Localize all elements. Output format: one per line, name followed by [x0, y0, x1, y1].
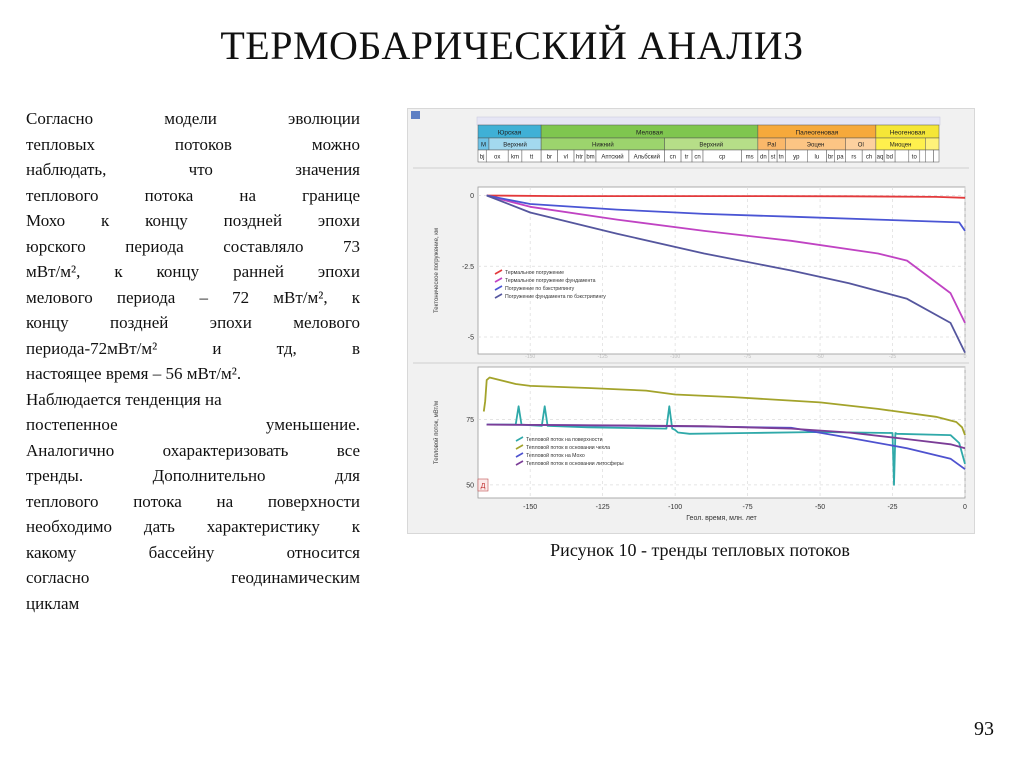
timescale-stage-label: km	[511, 154, 520, 161]
legend-entry: Тепловой поток на Мохо	[526, 453, 585, 459]
slide-title: ТЕРМОБАРИЧЕСКИЙ АНАЛИЗ	[220, 23, 804, 68]
body-line: юрского периода составляло 73	[26, 236, 360, 256]
timescale-epoch-label: Миоцен	[889, 142, 912, 149]
timescale-stage-label: aq	[876, 154, 884, 161]
x-tick-label: -50	[814, 504, 826, 511]
x-axis-label: Геол. время, млн. лет	[686, 515, 757, 522]
timescale-epoch-cell	[925, 138, 939, 150]
timescale-stage-label: st	[770, 154, 776, 161]
timescale-stage-cell	[925, 150, 933, 162]
timescale-stage-label: to	[911, 154, 917, 161]
legend-entry: Термальное погружение	[505, 270, 564, 276]
body-line: наблюдать, что значения	[26, 160, 360, 179]
x-tick-label: -100	[668, 504, 683, 511]
y-tick-label: 50	[466, 482, 474, 490]
timescale-stage-label: ox	[494, 154, 501, 161]
figure-panel	[407, 108, 975, 534]
body-line: теплового потока на поверхности	[26, 491, 360, 511]
timescale-stage-cell	[920, 150, 925, 162]
body-line: концу поздней эпохи мелового	[26, 313, 360, 332]
figure-corner-icon	[411, 111, 420, 119]
legend-entry: Термальное погружение фундамента	[505, 278, 596, 284]
x-tick-label: -25	[887, 504, 898, 511]
legend-entry: Погружение по бэкстрипингу	[505, 286, 575, 292]
x-tick-label: 0	[963, 504, 967, 511]
timescale-epoch-label: Нижний	[591, 142, 614, 149]
timescale-stage-label: dn	[760, 154, 767, 161]
body-line: мелового периода – 72 мВт/м², к	[26, 287, 360, 307]
timescale-epoch-label: Верхний	[699, 142, 724, 149]
timescale-epoch-label: Верхний	[503, 142, 527, 149]
timescale-stage-label: br	[827, 154, 834, 161]
chart-subsidence	[434, 187, 967, 360]
legend-entry: Тепловой поток в основании литосферы	[526, 461, 624, 467]
body-line: тренды. Дополнительно для	[26, 466, 360, 485]
x-tick-label: 0	[963, 354, 967, 360]
x-tick-label: -100	[670, 354, 681, 360]
timescale-stage-label: tr	[684, 154, 689, 161]
timescale-stage-label: cn	[694, 154, 701, 161]
legend-entry: Тепловой поток в основании чехла	[526, 445, 611, 451]
timescale-stage-label: bj	[479, 154, 485, 161]
body-line: Аналогично охарактеризовать все	[26, 440, 360, 460]
timescale-stage-label: htr	[576, 154, 584, 161]
body-line: Согласно модели эволюции	[26, 109, 360, 128]
y-axis-label: Тектоническое погружение, км	[434, 227, 440, 314]
y-tick-label: -5	[467, 334, 474, 342]
timescale-stage-label: cn	[669, 154, 676, 161]
body-text	[26, 106, 360, 616]
x-tick-label: -150	[523, 504, 538, 511]
body-line: мВт/м², к концу ранней эпохи	[26, 262, 360, 281]
y-tick-label: -2.5	[461, 263, 474, 271]
body-line: циклам	[26, 593, 80, 613]
timescale-stage-label: br	[546, 154, 553, 161]
timescale-epoch-label: Ol	[857, 142, 864, 149]
body-line: необходимо дать характеристику к	[26, 517, 360, 536]
timescale-stage-cell	[895, 150, 909, 162]
timescale-period-label: Палеогеновая	[795, 129, 839, 137]
timescale-epoch-label: Эоцен	[806, 142, 825, 149]
timescale-stage-label: bm	[586, 154, 595, 161]
figure-caption: Рисунок 10 - тренды тепловых потоков	[550, 540, 850, 560]
timescale-epoch-label: Pal	[767, 142, 776, 149]
x-tick-label: -125	[595, 504, 610, 511]
legend-entry: Погружение фундамента по бэкстрипингу	[505, 294, 606, 300]
body-line: постепенное уменьшение.	[26, 415, 360, 434]
corner-marker-label: Д	[480, 483, 486, 490]
body-line: тепловых потоков можно	[26, 134, 360, 154]
timescale-stage-label: Альбский	[633, 154, 660, 161]
x-tick-label: -50	[816, 354, 824, 360]
timescale-stage-label: Аптский	[601, 154, 624, 161]
y-tick-label: 75	[466, 416, 474, 424]
heat-flow-figure	[408, 109, 974, 533]
timescale-stage-label: vl	[563, 154, 568, 161]
body-line: Наблюдается тенденция на	[26, 389, 222, 409]
chart-corner-marker	[478, 479, 488, 491]
timescale-stage-label: lu	[814, 154, 820, 161]
timescale-stage-label: rs	[851, 154, 857, 161]
timescale-stage-label: cp	[719, 154, 726, 161]
chart-heat-flow	[433, 367, 967, 522]
legend-entry: Тепловой поток на поверхности	[526, 437, 603, 443]
timescale-period-label: Меловая	[636, 129, 663, 137]
timescale-stage-label: ch	[865, 154, 873, 161]
x-tick-label: -75	[742, 504, 753, 511]
timescale-stage-cell	[934, 150, 939, 162]
body-line: периода-72мВт/м² и тд, в	[26, 338, 360, 358]
timescale-period-label: Неогеновая	[889, 129, 926, 137]
body-line: настоящее время – 56 мВт/м².	[26, 364, 242, 383]
timescale-stage-label: yp	[793, 154, 800, 161]
y-tick-label: 0	[470, 192, 474, 200]
timescale-header-strip	[477, 117, 940, 125]
x-tick-label: -150	[525, 354, 536, 360]
timescale-stage-label: bd	[886, 154, 893, 161]
x-tick-label: -25	[888, 354, 897, 360]
body-line: согласно геодинамическим	[26, 568, 360, 587]
timescale-stage-label: ms	[745, 154, 754, 161]
timescale-period-label: Юрская	[497, 129, 522, 137]
body-line: какому бассейну относится	[26, 542, 360, 562]
timescale-stage-label: tn	[778, 154, 784, 161]
timescale-stage-label: tt	[529, 154, 534, 161]
page-number: 93	[974, 718, 994, 740]
timescale-epoch-label: М	[480, 142, 486, 149]
timescale-stage-label: pa	[836, 154, 844, 161]
body-line: Мохо к концу поздней эпохи	[26, 211, 360, 230]
y-axis-label: Тепловой поток, мВт/м	[434, 400, 440, 465]
body-line: теплового потока на границе	[26, 185, 360, 205]
x-tick-label: -75	[743, 354, 752, 360]
x-tick-label: -125	[597, 354, 608, 360]
